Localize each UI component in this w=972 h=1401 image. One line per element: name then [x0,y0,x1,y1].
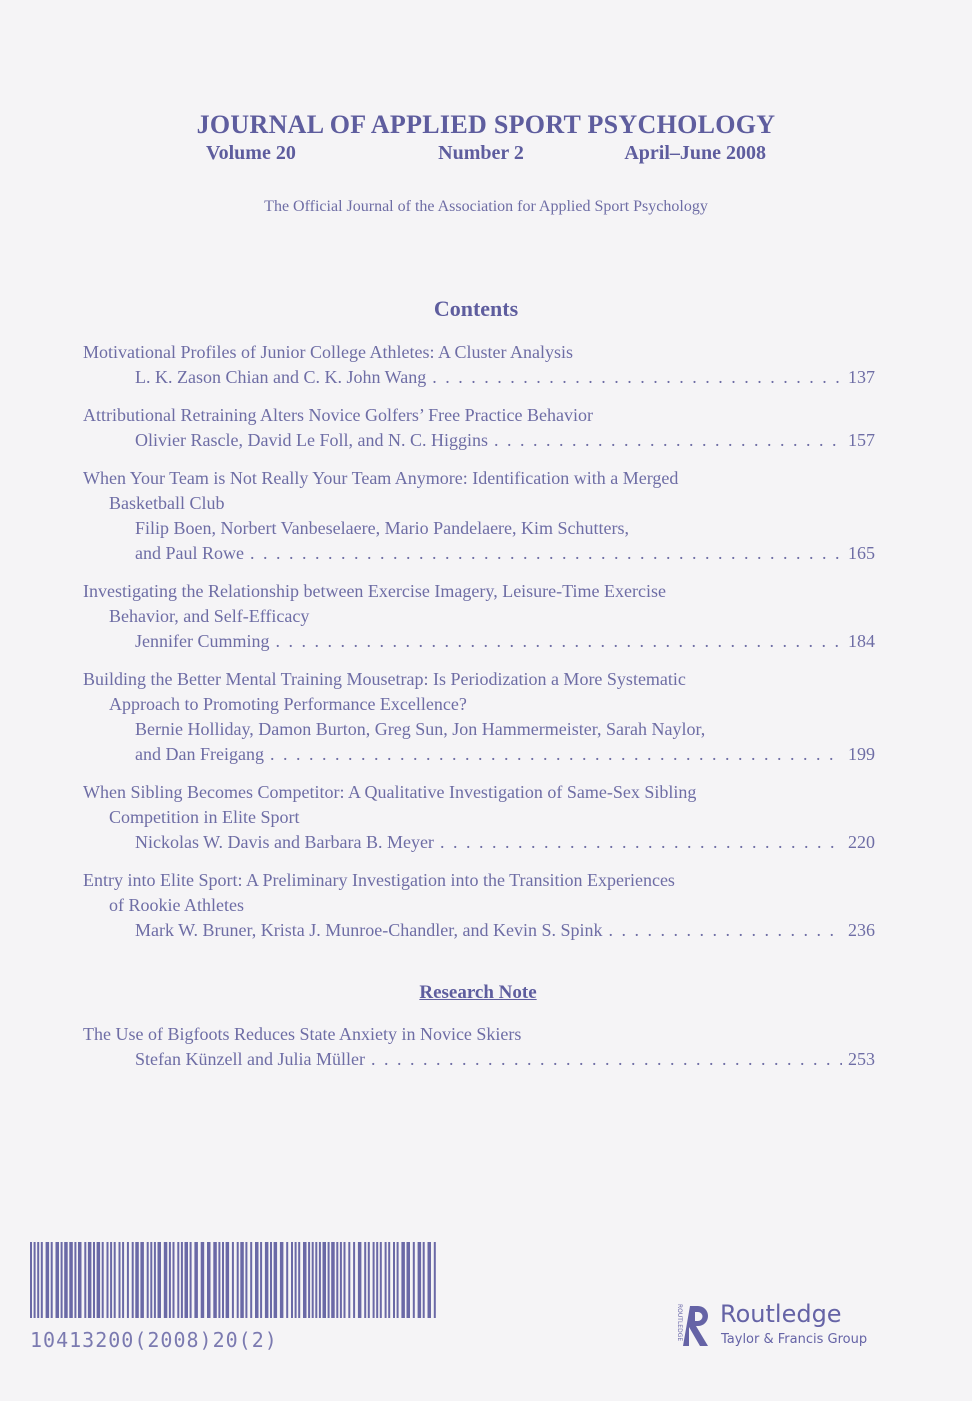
entry-title: Motivational Profiles of Junior College Athletes: A Cluster Analysis [83,342,573,362]
barcode-bar [353,1242,355,1318]
dot-leader [270,742,842,767]
masthead [0,110,972,165]
entry-title-continued: Competition in Elite Sport [109,807,300,827]
barcode-bar [368,1242,370,1318]
barcode-bar [34,1242,36,1318]
journal-subtitle: The Official Journal of the Association for Applied Sport Psychology [264,198,708,215]
entry-title-continued: Approach to Promoting Performance Excellence? [109,694,467,714]
barcode-bar [64,1242,68,1318]
entry-authors: Nickolas W. Davis and Barbara B. Meyer [135,832,434,852]
barcode-bar [315,1242,317,1318]
dot-leader [494,428,842,453]
barcode-bar [407,1242,411,1318]
barcode-bar [122,1242,124,1318]
entry-title-continued: Behavior, and Self-Efficacy [109,606,310,626]
barcode-bar [255,1242,259,1318]
barcode-bar [164,1242,168,1318]
toc-entry [83,868,875,943]
barcode-bar [291,1242,293,1318]
page-number: 165 [848,543,875,563]
barcode-bar [201,1242,205,1318]
entry-title: Building the Better Mental Training Mousetrap: Is Periodization a More Systematic [83,669,686,689]
barcode-bar [150,1242,152,1318]
barcode-bar [312,1242,314,1318]
number-label: Number 2 [438,142,524,164]
entry-title: Entry into Elite Sport: A Preliminary Investigation into the Transition Experiences [83,870,675,890]
barcode-bar [61,1242,63,1318]
barcode-bar [401,1242,405,1318]
entry-author-line [83,830,875,855]
barcode-bar [250,1242,252,1318]
barcode-bar [270,1242,272,1318]
barcode-bar [295,1242,297,1318]
toc-entry [83,340,875,390]
entry-title: Investigating the Relationship between Exercise Imagery, Leisure-Time Exercise [83,581,666,601]
barcode-bar [119,1242,121,1318]
barcode-bar [319,1242,321,1318]
barcode-bar [107,1242,109,1318]
entry-authors: Olivier Rascle, David Le Foll, and N. C. Higgins [135,430,488,450]
barcode-bar [340,1242,342,1318]
barcode-bar [56,1242,60,1318]
barcode-block [30,1242,440,1352]
barcode-bar [181,1242,183,1318]
barcode-bar [380,1242,382,1318]
toc-entry [83,667,875,767]
barcode-bar [358,1242,362,1318]
page-number: 137 [848,367,875,387]
barcode-bar [423,1242,425,1318]
table-of-contents [83,340,875,956]
barcode-bar [97,1242,101,1318]
page-number: 236 [848,920,875,940]
entry-authors-continued: and Paul Rowe [135,543,244,563]
dot-leader [440,830,842,855]
barcode-bar [232,1242,234,1318]
barcode-bar [413,1242,415,1318]
barcode-bar [373,1242,375,1318]
page-number: 157 [848,430,875,450]
barcode-bar [331,1242,335,1318]
toc-entry [83,780,875,855]
entry-authors: Stefan Künzell and Julia Müller [135,1049,365,1069]
barcode-bar [88,1242,92,1318]
contents-heading: Contents [433,296,519,321]
issue-date: April–June 2008 [624,142,766,164]
barcode-bar [280,1242,284,1318]
toc-entry [83,1022,875,1072]
barcode-bar [147,1242,149,1318]
barcode-bar [173,1242,175,1318]
barcode-bar [348,1242,350,1318]
barcode-bar [245,1242,247,1318]
svg-text:ROUTLEDGE: ROUTLEDGE [676,1304,683,1342]
barcode-bar [418,1242,422,1318]
entry-authors: L. K. Zason Chian and C. K. John Wang [135,367,427,387]
entry-author-line [83,1047,875,1072]
toc-entry [83,403,875,453]
entry-author-line [83,629,875,654]
barcode-bar [177,1242,179,1318]
barcode-bar [78,1242,82,1318]
barcode-bar [154,1242,156,1318]
barcode-bar [308,1242,310,1318]
barcode-bar [388,1242,390,1318]
entry-title: Attributional Retraining Alters Novice Golfers’ Free Practice Behavior [83,405,594,425]
barcode-bar [328,1242,330,1318]
barcode-bar [344,1242,346,1318]
barcode-bar [41,1242,43,1318]
journal-title: JOURNAL OF APPLIED SPORT PSYCHOLOGY [196,110,776,139]
research-note-section [83,1022,875,1085]
barcode-bar [37,1242,39,1318]
barcode-bar [336,1242,338,1318]
barcode-bar [74,1242,76,1318]
barcode-bar [194,1242,198,1318]
toc-entry [83,466,875,566]
barcode-bar [127,1242,129,1318]
entry-author-line [83,541,875,566]
barcode-bar [110,1242,112,1318]
barcode-bar [114,1242,116,1318]
dot-leader [432,365,842,390]
volume-label: Volume 20 [206,142,296,164]
barcode-bar [260,1242,262,1318]
barcode-bar [135,1242,139,1318]
entry-author-line [83,428,875,453]
page-number: 220 [848,832,875,852]
dot-leader [250,541,842,566]
barcode-bar [218,1242,220,1318]
barcode-bar [169,1242,171,1318]
barcode-bar [265,1242,269,1318]
barcode-bar [428,1242,432,1318]
entry-title-continued: Basketball Club [109,493,225,513]
barcode-bar [93,1242,95,1318]
entry-authors: Mark W. Bruner, Krista J. Munroe-Chandler, and Kevin S. Spink [135,920,603,940]
barcode-bar [376,1242,378,1318]
publisher-name: Routledge [720,1300,842,1328]
publisher-group: Taylor & Francis Group [721,1332,868,1347]
barcode-bar [102,1242,104,1318]
barcode-image [30,1242,440,1318]
barcode-bar [226,1242,230,1318]
barcode-bar [140,1242,144,1318]
entry-authors: Bernie Holliday, Damon Burton, Greg Sun, Jon Hammermeister, Sarah Naylor, [135,719,706,739]
barcode-bar [158,1242,162,1318]
barcode-bar [286,1242,288,1318]
dot-leader [275,629,842,654]
barcode-bar [364,1242,366,1318]
barcode-bar [84,1242,86,1318]
publisher-logo [672,1298,872,1354]
barcode-bar [298,1242,300,1318]
research-note-heading: Research Note [419,982,537,1003]
routledge-mark-icon [672,1302,712,1350]
barcode-bar [30,1242,32,1318]
entry-authors-continued: and Dan Freigang [135,744,264,764]
barcode-bar [46,1242,50,1318]
barcode-bar [222,1242,224,1318]
barcode-bar [397,1242,399,1318]
barcode-bar [185,1242,189,1318]
dot-leader [371,1047,842,1072]
barcode-bar [237,1242,239,1318]
barcode-bar [323,1242,327,1318]
dot-leader [609,918,843,943]
barcode-bar [385,1242,387,1318]
entry-author-line [83,365,875,390]
barcode-bar [303,1242,307,1318]
barcode-bar [207,1242,211,1318]
entry-authors: Jennifer Cumming [135,631,270,651]
entry-author-line [83,918,875,943]
barcode-bar [213,1242,217,1318]
barcode-bar [274,1242,278,1318]
barcode-bar [393,1242,395,1318]
barcode-bar [190,1242,192,1318]
page-number: 184 [848,631,875,651]
entry-title: The Use of Bigfoots Reduces State Anxiety in Novice Skiers [83,1024,522,1044]
entry-authors: Filip Boen, Norbert Vanbeselaere, Mario Pandelaere, Kim Schutters, [135,518,630,538]
barcode-bar [434,1242,436,1318]
barcode-bar [51,1242,53,1318]
entry-title: When Sibling Becomes Competitor: A Qualitative Investigation of Same-Sex Sibling [83,782,697,802]
entry-title: When Your Team is Not Really Your Team Anymore: Identification with a Merged [83,468,679,488]
barcode-bar [132,1242,134,1318]
toc-entry [83,579,875,654]
issue-line [0,142,972,165]
page-number: 253 [848,1049,875,1069]
page-number: 199 [848,744,875,764]
entry-author-line [83,742,875,767]
barcode-number: 10413200(2008)20(2) [30,1328,278,1352]
barcode-bar [69,1242,73,1318]
barcode-bar [240,1242,244,1318]
entry-title-continued: of Rookie Athletes [109,895,244,915]
